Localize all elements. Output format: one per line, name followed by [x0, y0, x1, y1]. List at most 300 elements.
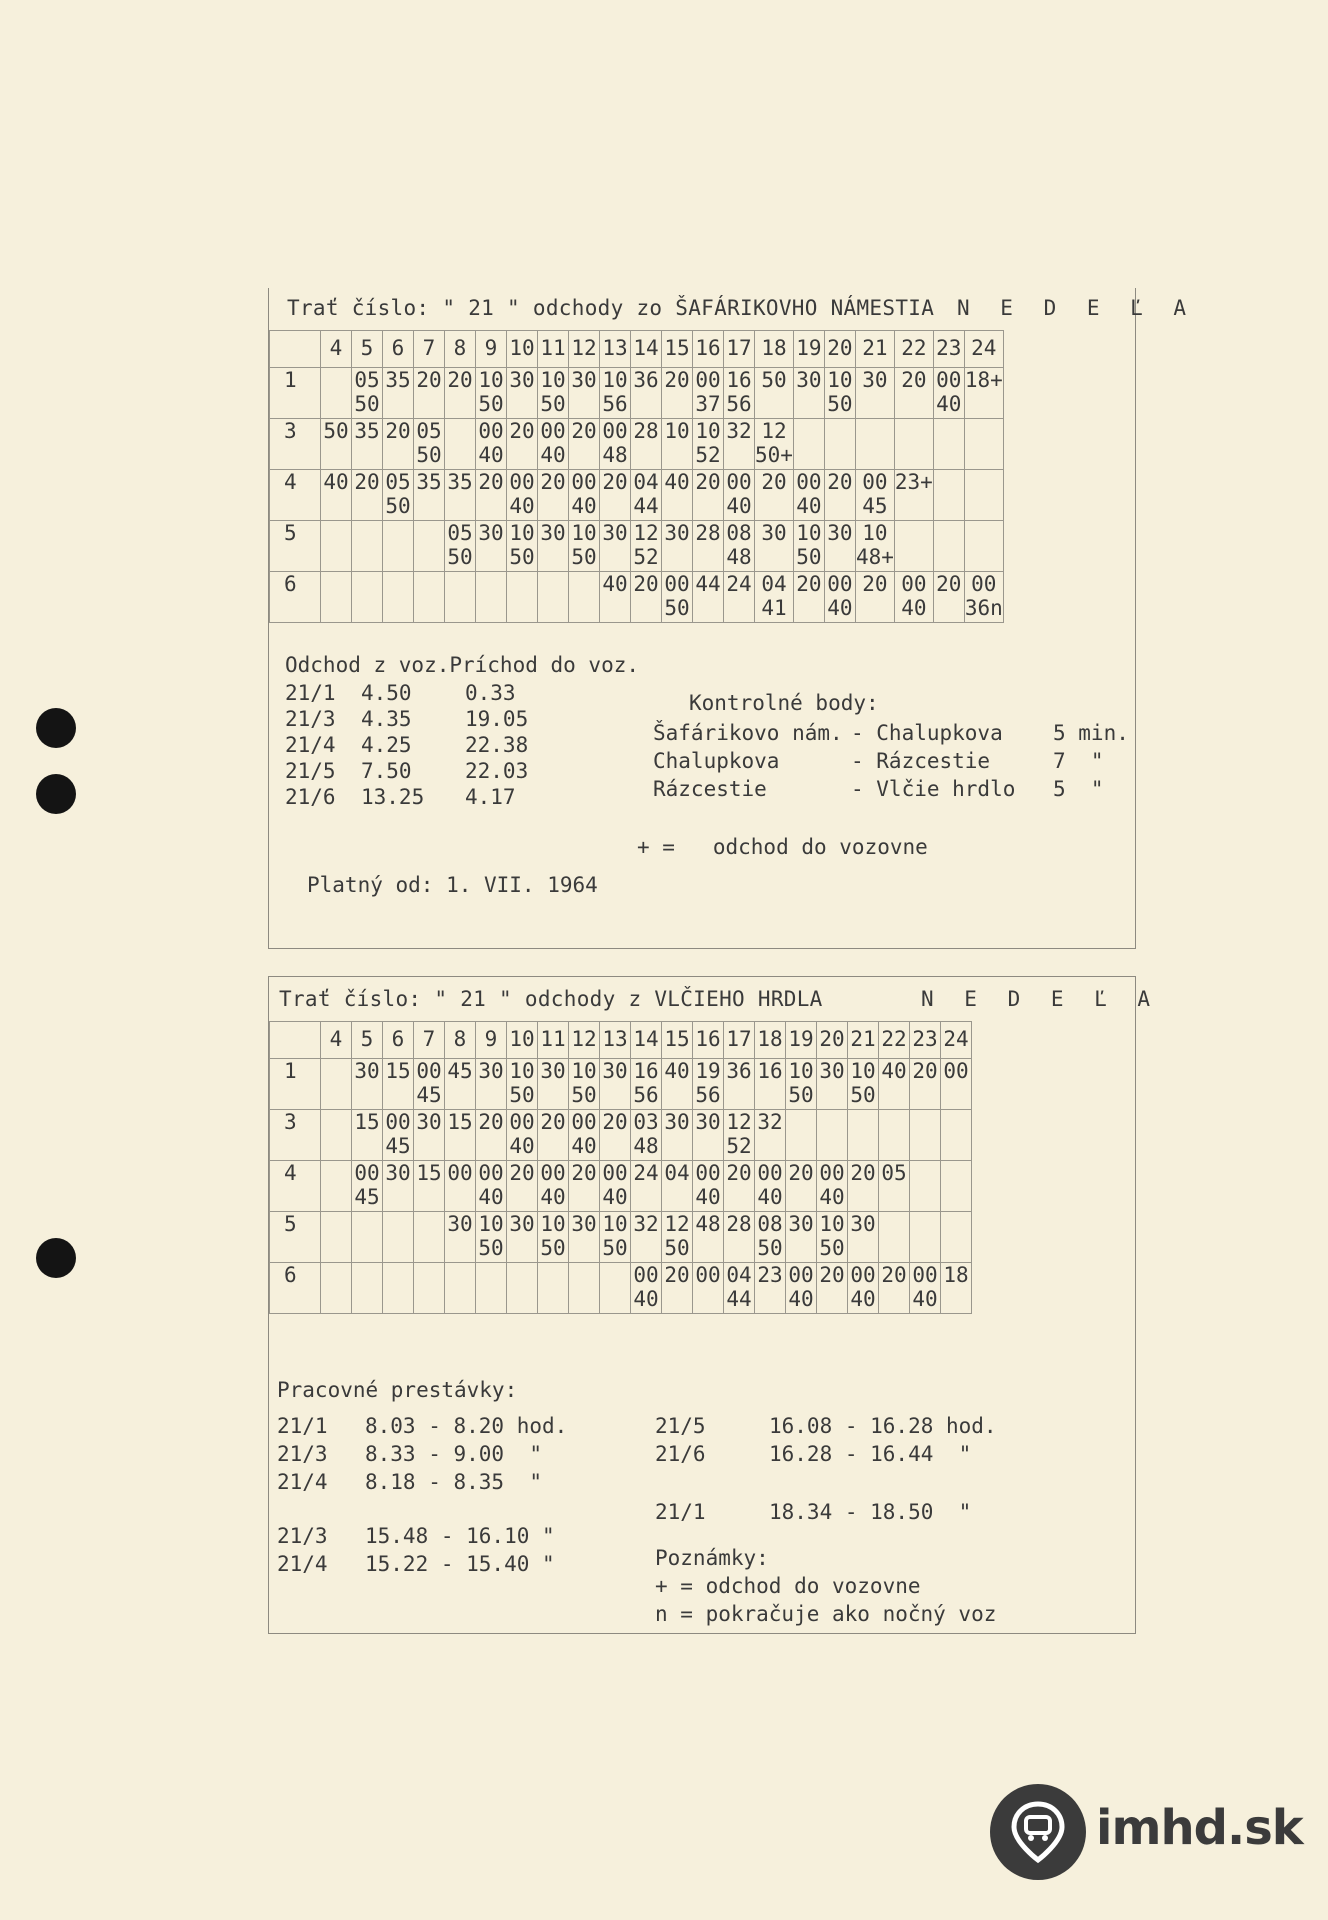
course-number: 1 [270, 368, 321, 419]
departure-cell: 10 50 [507, 521, 538, 572]
departure-cell [941, 1161, 972, 1212]
depot-departure: 4.50 [361, 681, 412, 705]
departure-cell [848, 1110, 879, 1161]
brand-name: imhd.sk [1096, 1800, 1303, 1856]
departure-cell [941, 1212, 972, 1263]
departure-cell: 00 40 [476, 419, 507, 470]
departure-cell [414, 1263, 445, 1314]
departure-cell: 40 [662, 470, 693, 521]
departure-cell: 35 [414, 470, 445, 521]
departure-cell: 00 48 [600, 419, 631, 470]
hour-header-cell: 21 [855, 331, 894, 368]
departure-cell [786, 1110, 817, 1161]
hour-header-cell: 16 [693, 331, 724, 368]
departure-cell: 20 [569, 1161, 600, 1212]
departure-cell: 00 50 [662, 572, 693, 623]
departure-cell: 30 [476, 521, 507, 572]
departure-cell: 12 52 [724, 1110, 755, 1161]
departure-cell: 30 [662, 521, 693, 572]
depot-course: 21/4 [285, 733, 336, 757]
departure-cell: 10 50 [848, 1059, 879, 1110]
departure-cell [910, 1110, 941, 1161]
departure-cell: 20 [538, 470, 569, 521]
bus-pin-icon [990, 1784, 1086, 1880]
departure-cell: 20 [476, 470, 507, 521]
hour-header-cell: 22 [894, 331, 933, 368]
table-row [270, 419, 1004, 470]
departure-cell: 30 [414, 1110, 445, 1161]
departure-cell: 44 [693, 572, 724, 623]
notes-title: Poznámky: [655, 1546, 769, 1570]
departure-cell: 00 40 [507, 470, 538, 521]
departure-cell [600, 1263, 631, 1314]
note-item: + = odchod do vozovne [655, 1574, 921, 1598]
departure-cell [414, 1212, 445, 1263]
departure-cell [894, 419, 933, 470]
departure-cell: 18 [941, 1263, 972, 1314]
hour-header-cell: 18 [755, 1022, 786, 1059]
departure-cell: 20 [910, 1059, 941, 1110]
departure-cell [964, 470, 1003, 521]
course-number: 4 [270, 1161, 321, 1212]
departure-cell: 15 [383, 1059, 414, 1110]
departure-cell: 04 [662, 1161, 693, 1212]
departure-cell: 10 50 [507, 1059, 538, 1110]
departure-cell: 00 [445, 1161, 476, 1212]
departure-cell: 00 40 [817, 1161, 848, 1212]
break-course: 21/3 [277, 1524, 328, 1548]
hour-header-cell: 15 [662, 331, 693, 368]
departure-cell: 20 [855, 572, 894, 623]
departure-cell: 10 50 [600, 1212, 631, 1263]
departure-cell: 05 [879, 1161, 910, 1212]
hour-header-row [270, 331, 1004, 368]
departure-cell: 04 41 [755, 572, 794, 623]
departure-cell: 00 40 [786, 1263, 817, 1314]
break-course: 21/1 [655, 1500, 706, 1524]
depot-departure: 7.50 [361, 759, 412, 783]
break-course: 21/5 [655, 1414, 706, 1438]
departure-cell: 30 [383, 1161, 414, 1212]
course-number: 1 [270, 1059, 321, 1110]
departure-cell [941, 1110, 972, 1161]
departure-cell [414, 572, 445, 623]
hour-header-cell: 21 [848, 1022, 879, 1059]
departure-cell [569, 572, 600, 623]
departure-cell: 23+ [894, 470, 933, 521]
departure-cell [321, 521, 352, 572]
hour-header-cell: 10 [507, 331, 538, 368]
departure-cell [445, 419, 476, 470]
hour-header-cell: 9 [476, 331, 507, 368]
departure-cell: 10 56 [600, 368, 631, 419]
hour-header-cell: 17 [724, 1022, 755, 1059]
hour-header-cell: 20 [817, 1022, 848, 1059]
depot-departure: 4.35 [361, 707, 412, 731]
table-row [270, 1263, 972, 1314]
hour-header-corner [270, 1022, 321, 1059]
bottom-departure-table [269, 1021, 972, 1314]
control-from: Rázcestie [653, 777, 767, 801]
depot-course: 21/6 [285, 785, 336, 809]
departure-cell [964, 521, 1003, 572]
control-to: - Vlčie hrdlo [851, 777, 1016, 801]
break-course: 21/6 [655, 1442, 706, 1466]
departure-cell: 30 [569, 368, 600, 419]
hour-header-cell: 13 [600, 1022, 631, 1059]
depot-arrival: 22.03 [465, 759, 529, 783]
departure-cell: 20 [894, 368, 933, 419]
departure-cell: 00 40 [693, 1161, 724, 1212]
control-from: Chalupkova [653, 749, 780, 773]
control-time: 5 min. [1053, 721, 1129, 745]
departure-cell: 50 [755, 368, 794, 419]
depot-legend: + = odchod do vozovne [637, 835, 928, 859]
departure-cell: 19 56 [693, 1059, 724, 1110]
departure-cell [910, 1161, 941, 1212]
departure-cell: 10 48+ [855, 521, 894, 572]
control-from: Šafárikovo nám. [653, 721, 843, 745]
hour-header-cell: 7 [414, 331, 445, 368]
departure-cell: 00 40 [793, 470, 824, 521]
hour-header-cell: 8 [445, 331, 476, 368]
departure-cell: 00 40 [476, 1161, 507, 1212]
hour-header-cell: 4 [321, 1022, 352, 1059]
departure-cell: 00 40 [631, 1263, 662, 1314]
hour-header-cell: 9 [476, 1022, 507, 1059]
departure-cell: 10 50 [476, 368, 507, 419]
hour-header-cell: 19 [793, 331, 824, 368]
hour-header-cell: 12 [569, 1022, 600, 1059]
departure-cell [445, 1263, 476, 1314]
departure-cell: 05 50 [445, 521, 476, 572]
departure-cell: 20 [569, 419, 600, 470]
departure-cell: 30 [793, 368, 824, 419]
departure-cell [933, 419, 964, 470]
departure-cell: 20 [631, 572, 662, 623]
departure-cell: 10 50 [569, 521, 600, 572]
departure-cell: 00 40 [569, 470, 600, 521]
table-row [270, 521, 1004, 572]
table-row [270, 1059, 972, 1110]
departure-cell: 00 40 [538, 1161, 569, 1212]
departure-cell: 40 [662, 1059, 693, 1110]
departure-cell: 00 36n [964, 572, 1003, 623]
hour-header-cell: 5 [352, 1022, 383, 1059]
table-row [270, 1161, 972, 1212]
table-row [270, 1212, 972, 1263]
hour-header-cell: 11 [538, 331, 569, 368]
break-course: 21/4 [277, 1470, 328, 1494]
departure-cell: 00 [693, 1263, 724, 1314]
break-course: 21/1 [277, 1414, 328, 1438]
departure-cell: 08 50 [755, 1212, 786, 1263]
break-time: 15.22 - 15.40 " [365, 1552, 555, 1576]
departure-cell: 20 [793, 572, 824, 623]
departure-cell: 20 [755, 470, 794, 521]
departure-cell: 20 [507, 419, 538, 470]
control-to: - Chalupkova [851, 721, 1003, 745]
hour-header-cell: 11 [538, 1022, 569, 1059]
top-title: Trať číslo: " 21 " odchody zo ŠAFÁRIKOVHO NÁMESTIA [287, 296, 935, 320]
departure-cell: 30 [755, 521, 794, 572]
departure-cell: 15 [352, 1110, 383, 1161]
hour-header-cell: 13 [600, 331, 631, 368]
departure-cell: 10 [662, 419, 693, 470]
departure-cell: 32 [755, 1110, 786, 1161]
departure-cell: 00 45 [855, 470, 894, 521]
departure-cell: 30 [848, 1212, 879, 1263]
departure-cell: 15 [445, 1110, 476, 1161]
course-number: 5 [270, 1212, 321, 1263]
departure-cell [321, 1161, 352, 1212]
depot-course: 21/5 [285, 759, 336, 783]
departure-cell [352, 1212, 383, 1263]
departure-cell: 30 [538, 521, 569, 572]
bottom-title: Trať číslo: " 21 " odchody z VLČIEHO HRDLA [279, 987, 823, 1011]
departure-cell: 30 [693, 1110, 724, 1161]
departure-cell: 20 [414, 368, 445, 419]
departure-cell: 15 [414, 1161, 445, 1212]
course-number: 3 [270, 1110, 321, 1161]
departure-cell: 20 [600, 470, 631, 521]
departure-cell [352, 572, 383, 623]
departure-cell: 20 [724, 1161, 755, 1212]
departure-cell [321, 1059, 352, 1110]
departure-cell: 00 40 [848, 1263, 879, 1314]
departure-cell [476, 1263, 507, 1314]
departure-cell: 30 [445, 1212, 476, 1263]
departure-cell: 45 [445, 1059, 476, 1110]
departure-cell [383, 1212, 414, 1263]
course-number: 6 [270, 1263, 321, 1314]
departure-cell: 30 [538, 1059, 569, 1110]
control-time: 7 " [1053, 749, 1104, 773]
departure-cell [933, 521, 964, 572]
departure-cell: 28 [724, 1212, 755, 1263]
departure-cell: 20 [383, 419, 414, 470]
departure-cell: 20 [600, 1110, 631, 1161]
departure-cell: 24 [724, 572, 755, 623]
departure-cell: 30 [786, 1212, 817, 1263]
departure-cell [383, 1263, 414, 1314]
departure-cell: 20 [786, 1161, 817, 1212]
departure-cell: 28 [631, 419, 662, 470]
departure-cell: 05 50 [383, 470, 414, 521]
departure-cell: 00 40 [724, 470, 755, 521]
departure-cell: 30 [569, 1212, 600, 1263]
departure-cell: 20 [693, 470, 724, 521]
hour-header-cell: 5 [352, 331, 383, 368]
hour-header-cell: 4 [321, 331, 352, 368]
departure-cell: 00 40 [507, 1110, 538, 1161]
hour-header-cell: 24 [964, 331, 1003, 368]
note-item: n = pokračuje ako nočný voz [655, 1602, 997, 1626]
departure-cell: 20 [352, 470, 383, 521]
break-time: 18.34 - 18.50 " [769, 1500, 972, 1524]
hour-header-cell: 24 [941, 1022, 972, 1059]
control-time: 5 " [1053, 777, 1104, 801]
departure-cell [855, 419, 894, 470]
breaks-title: Pracovné prestávky: [277, 1378, 518, 1402]
hour-header-cell: 8 [445, 1022, 476, 1059]
break-course: 21/4 [277, 1552, 328, 1576]
depot-arrival: 19.05 [465, 707, 529, 731]
valid-from: Platný od: 1. VII. 1964 [307, 873, 598, 897]
departure-cell [321, 1110, 352, 1161]
hour-header-cell: 23 [933, 331, 964, 368]
departure-cell: 30 [824, 521, 855, 572]
departure-cell: 30 [507, 368, 538, 419]
departure-cell: 40 [321, 470, 352, 521]
depot-course: 21/1 [285, 681, 336, 705]
departure-cell: 00 40 [600, 1161, 631, 1212]
departure-cell: 10 50 [817, 1212, 848, 1263]
departure-cell: 10 52 [693, 419, 724, 470]
departure-cell: 18+ [964, 368, 1003, 419]
departure-cell: 10 50 [538, 368, 569, 419]
hour-header-corner [270, 331, 321, 368]
break-time: 8.03 - 8.20 hod. [365, 1414, 568, 1438]
departure-cell: 00 40 [538, 419, 569, 470]
departure-cell: 00 37 [693, 368, 724, 419]
departure-cell: 16 56 [631, 1059, 662, 1110]
departure-cell: 05 50 [414, 419, 445, 470]
break-time: 16.08 - 16.28 hod. [769, 1414, 997, 1438]
departure-cell: 12 52 [631, 521, 662, 572]
hour-header-cell: 14 [631, 331, 662, 368]
departure-cell: 00 45 [383, 1110, 414, 1161]
departure-cell: 30 [817, 1059, 848, 1110]
departure-cell: 32 [631, 1212, 662, 1263]
hour-header-cell: 16 [693, 1022, 724, 1059]
departure-cell: 20 [879, 1263, 910, 1314]
hour-header-cell: 6 [383, 1022, 414, 1059]
timetable-top-section [268, 288, 1196, 949]
departure-cell: 12 50 [662, 1212, 693, 1263]
table-row [270, 470, 1004, 521]
hour-header-cell: 12 [569, 331, 600, 368]
departure-cell [383, 521, 414, 572]
departure-cell [352, 521, 383, 572]
binder-hole [36, 774, 76, 814]
departure-cell: 10 50 [824, 368, 855, 419]
departure-cell: 30 [662, 1110, 693, 1161]
departure-cell: 16 [755, 1059, 786, 1110]
departure-cell: 35 [383, 368, 414, 419]
departure-cell: 28 [693, 521, 724, 572]
departure-cell: 16 56 [724, 368, 755, 419]
top-title-line [287, 296, 1196, 320]
departure-cell: 24 [631, 1161, 662, 1212]
table-row [270, 572, 1004, 623]
break-time: 16.28 - 16.44 " [769, 1442, 972, 1466]
depot-departure: 4.25 [361, 733, 412, 757]
departure-cell: 20 [817, 1263, 848, 1314]
departure-cell: 04 44 [631, 470, 662, 521]
departure-cell [879, 1212, 910, 1263]
timetable-bottom-section [268, 976, 1160, 1634]
departure-cell: 00 40 [569, 1110, 600, 1161]
departure-cell: 00 40 [755, 1161, 786, 1212]
departure-cell: 20 [848, 1161, 879, 1212]
top-day-label: N E D E Ľ A [957, 296, 1196, 320]
hour-header-cell: 7 [414, 1022, 445, 1059]
top-departure-table [269, 330, 1004, 623]
departure-cell: 30 [600, 521, 631, 572]
departure-cell [910, 1212, 941, 1263]
hour-header-cell: 6 [383, 331, 414, 368]
control-to: - Rázcestie [851, 749, 991, 773]
departure-cell: 36 [631, 368, 662, 419]
departure-cell: 10 50 [476, 1212, 507, 1263]
departure-cell [476, 572, 507, 623]
departure-cell [321, 1263, 352, 1314]
departure-cell: 10 50 [793, 521, 824, 572]
departure-cell: 48 [693, 1212, 724, 1263]
depot-arrival: 4.17 [465, 785, 516, 809]
departure-cell: 00 40 [824, 572, 855, 623]
departure-cell: 08 48 [724, 521, 755, 572]
departure-cell: 36 [724, 1059, 755, 1110]
departure-cell: 12 50+ [755, 419, 794, 470]
departure-cell: 35 [445, 470, 476, 521]
break-course: 21/3 [277, 1442, 328, 1466]
departure-cell: 40 [600, 572, 631, 623]
departure-cell [817, 1110, 848, 1161]
departure-cell: 03 48 [631, 1110, 662, 1161]
departure-cell: 20 [662, 1263, 693, 1314]
hour-header-cell: 15 [662, 1022, 693, 1059]
departure-cell: 10 50 [569, 1059, 600, 1110]
departure-cell [507, 1263, 538, 1314]
binder-hole [36, 708, 76, 748]
depot-departure: 13.25 [361, 785, 425, 809]
break-time: 15.48 - 16.10 " [365, 1524, 555, 1548]
departure-cell [321, 572, 352, 623]
bottom-title-line [279, 987, 1160, 1011]
course-number: 3 [270, 419, 321, 470]
departure-cell [894, 521, 933, 572]
departure-cell: 00 40 [910, 1263, 941, 1314]
binder-hole [36, 1238, 76, 1278]
bottom-day-label: N E D E Ľ A [921, 987, 1160, 1011]
departure-cell [383, 572, 414, 623]
departure-cell: 30 [855, 368, 894, 419]
departure-cell: 20 [662, 368, 693, 419]
departure-cell: 20 [445, 368, 476, 419]
departure-cell: 30 [507, 1212, 538, 1263]
departure-cell: 20 [476, 1110, 507, 1161]
hour-header-cell: 17 [724, 331, 755, 368]
departure-cell [414, 521, 445, 572]
departure-cell: 30 [476, 1059, 507, 1110]
hour-header-cell: 10 [507, 1022, 538, 1059]
depot-arrival: 0.33 [465, 681, 516, 705]
departure-cell [445, 572, 476, 623]
depot-header: Odchod z voz.Príchod do voz. [285, 653, 640, 677]
departure-cell: 05 50 [352, 368, 383, 419]
departure-cell: 00 40 [894, 572, 933, 623]
departure-cell: 10 50 [538, 1212, 569, 1263]
hour-header-cell: 22 [879, 1022, 910, 1059]
break-time: 8.33 - 9.00 " [365, 1442, 543, 1466]
departure-cell [538, 572, 569, 623]
hour-header-cell: 23 [910, 1022, 941, 1059]
departure-cell: 35 [352, 419, 383, 470]
departure-cell: 00 [941, 1059, 972, 1110]
departure-cell [538, 1263, 569, 1314]
